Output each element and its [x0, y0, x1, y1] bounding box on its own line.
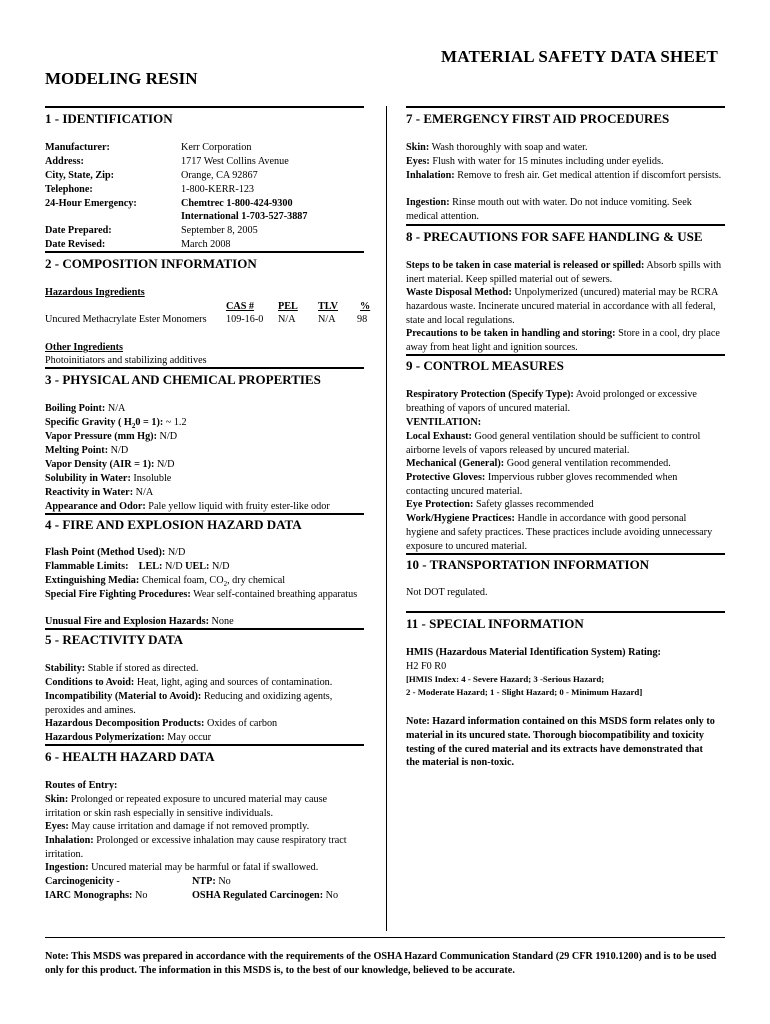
reactivity-row: Hazardous Polymerization: May occur	[45, 732, 212, 743]
property-row: Solubility in Water: Insoluble	[45, 473, 172, 484]
control-row: Work/Hygiene Practices: Handle in accordance with good personal hygiene and safety practices. These practices include avoiding unnecessary exposure to uncured material.	[406, 513, 713, 552]
osha-carcinogen-row: OSHA Regulated Carcinogen: No	[192, 890, 339, 901]
section-rule	[406, 224, 725, 226]
section-rule	[45, 367, 364, 369]
ingredient-tlv: N/A	[318, 314, 336, 325]
property-row: Appearance and Odor: Pale yellow liquid with fruity ester-like odor	[45, 501, 330, 512]
first-aid-row: Skin: Wash thoroughly with soap and water.	[406, 142, 588, 153]
hmis-index-line-1: [HMIS Index: 4 - Severe Hazard; 3 -Serious Hazard;	[406, 674, 605, 684]
section-rule	[45, 106, 364, 108]
section-rule	[406, 553, 725, 555]
ident-value: Orange, CA 92867	[181, 170, 258, 181]
section-rule	[406, 106, 725, 108]
reactivity-row: Incompatibility (Material to Avoid): Reducing and oxidizing agents, peroxides and amines.	[45, 691, 333, 716]
ingredient-name: Uncured Methacrylate Ester Monomers	[45, 314, 207, 325]
section-rule	[45, 251, 364, 253]
first-aid-row: Eyes: Flush with water for 15 minutes including under eyelids.	[406, 156, 664, 167]
reactivity-row: Hazardous Decomposition Products: Oxides of carbon	[45, 718, 278, 729]
precaution-row: Steps to be taken in case material is released or spilled: Absorb spills with inert material. Keep spilled material out of sewers.	[406, 260, 722, 285]
special-fire-procedures-row: Special Fire Fighting Procedures: Wear self-contained breathing apparatus	[45, 589, 358, 600]
special-note: Note: Hazard information contained on this MSDS form relates only to material in its uncured state. Thorough biocompatibility and toxicity testing of the cured material and its extracts have demonstrated that the material is non-toxic.	[406, 716, 715, 769]
property-row: Boiling Point: N/A	[45, 403, 126, 414]
ingredient-pct: 98	[357, 314, 368, 325]
ingredient-pel: N/A	[278, 314, 296, 325]
ident-label: 24-Hour Emergency:	[45, 198, 137, 209]
col-header-tlv: TLV	[318, 301, 339, 312]
flash-point-row: Flash Point (Method Used): N/D	[45, 547, 186, 558]
footer-note: Note: This MSDS was prepared in accordance with the requirements of the OSHA Hazard Communication Standard (29 CFR 1910.1200) and is to be used only for this product. The information in this MSDS is, to the best of our knowledge, believed to be accurate.	[45, 951, 717, 976]
property-row: Reactivity in Water: N/A	[45, 487, 154, 498]
col-header-pct: %	[360, 301, 371, 312]
section-rule	[45, 628, 364, 630]
column-divider	[386, 106, 387, 931]
first-aid-row: Inhalation: Remove to fresh air. Get medical attention if discomfort persists.	[406, 170, 722, 181]
health-row: Inhalation: Prolonged or excessive inhalation may cause respiratory tract irritation.	[45, 835, 347, 860]
section-3-heading: 3 - PHYSICAL AND CHEMICAL PROPERTIES	[45, 372, 321, 387]
hazardous-ingredients-label: Hazardous Ingredients	[45, 287, 145, 298]
unusual-hazards-row: Unusual Fire and Explosion Hazards: None	[45, 616, 234, 627]
health-row: Ingestion: Uncured material may be harmful or fatal if swallowed.	[45, 862, 319, 873]
other-ingredients-label: Other Ingredients	[45, 342, 124, 353]
ingredient-cas: 109-16-0	[226, 314, 264, 325]
section-2-heading: 2 - COMPOSITION INFORMATION	[45, 256, 257, 271]
property-row: Vapor Density (AIR = 1): N/D	[45, 459, 175, 470]
ident-label: City, State, Zip:	[45, 170, 115, 181]
ident-value: March 2008	[181, 239, 231, 250]
reactivity-row: Conditions to Avoid: Heat, light, aging and sources of contamination.	[45, 677, 333, 688]
section-7-heading: 7 - EMERGENCY FIRST AID PROCEDURES	[406, 111, 670, 126]
ident-label: Address:	[45, 156, 84, 167]
col-header-pel: PEL	[278, 301, 298, 312]
hmis-value: H2 F0 R0	[406, 661, 447, 672]
section-rule	[406, 611, 725, 613]
ident-label: Date Revised:	[45, 239, 106, 250]
iarc-row: IARC Monographs: No	[45, 890, 148, 901]
section-8-heading: 8 - PRECAUTIONS FOR SAFE HANDLING & USE	[406, 229, 703, 244]
footer-rule	[45, 937, 725, 938]
col-header-cas: CAS #	[226, 301, 255, 312]
ident-label: Date Prepared:	[45, 225, 112, 236]
document-title: MATERIAL SAFETY DATA SHEET	[441, 47, 719, 66]
control-row: Local Exhaust: Good general ventilation should be sufficient to control airborne levels of vapors released by uncured material.	[406, 431, 701, 456]
extinguishing-media-row: Extinguishing Media: Chemical foam, $CO_2$, dry chemical	[45, 575, 286, 589]
flammable-limits-row: Flammable Limits: LEL: N/D UEL: N/D	[45, 561, 230, 572]
control-row: VENTILATION:	[406, 417, 482, 428]
carcinogenicity-row: Carcinogenicity -	[45, 876, 120, 887]
control-row: Eye Protection: Safety glasses recommended	[406, 499, 594, 510]
ident-label: Manufacturer:	[45, 142, 110, 153]
control-row: Protective Gloves: Impervious rubber gloves recommended when contacting uncured material.	[406, 472, 678, 497]
hmis-index-line-2: 2 - Moderate Hazard; 1 - Slight Hazard; 0 - Minimum Hazard]	[406, 687, 643, 697]
reactivity-row: Stability: Stable if stored as directed.	[45, 663, 199, 674]
health-row: Eyes: May cause irritation and damage if not removed promptly.	[45, 821, 310, 832]
property-row: Vapor Pressure (mm Hg): N/D	[45, 431, 178, 442]
ntp-row: NTP: No	[192, 876, 231, 887]
ident-value: September 8, 2005	[181, 225, 258, 236]
section-rule	[406, 354, 725, 356]
property-row: Melting Point: N/D	[45, 445, 129, 456]
section-6-heading: 6 - HEALTH HAZARD DATA	[45, 749, 215, 764]
ident-value: Kerr Corporation	[181, 142, 252, 153]
ident-value: 1-800-KERR-123	[181, 184, 255, 195]
ident-value: International 1-703-527-3887	[181, 211, 308, 222]
section-11-heading: 11 - SPECIAL INFORMATION	[406, 616, 584, 631]
health-row: Skin: Prolonged or repeated exposure to uncured material may cause irritation or skin rash especially in sensitive individuals.	[45, 794, 328, 819]
precaution-row: Precautions to be taken in handling and storing: Store in a cool, dry place away from heat light and ignition sources.	[406, 328, 720, 353]
control-row: Mechanical (General): Good general ventilation recommended.	[406, 458, 671, 469]
section-1-heading: 1 - IDENTIFICATION	[45, 111, 173, 126]
section-rule	[45, 744, 364, 746]
precaution-row: Waste Disposal Method: Unpolymerized (uncured) material may be RCRA hazardous waste. Incinerate uncured material in accordance with all federal, state and local regulations.	[406, 287, 718, 326]
control-row: Respiratory Protection (Specify Type): Avoid prolonged or excessive breathing of vapors of uncured material.	[406, 389, 697, 414]
ident-value: Chemtrec 1-800-424-9300	[181, 198, 293, 209]
first-aid-row: Ingestion: Rinse mouth out with water. Do not induce vomiting. Seek medical attention.	[406, 197, 692, 222]
section-5-heading: 5 - REACTIVITY DATA	[45, 632, 184, 647]
routes-of-entry-label: Routes of Entry:	[45, 780, 118, 791]
property-row: Specific Gravity ( $H_20 = 1$): ~ 1.2	[45, 417, 187, 431]
section-10-heading: 10 - TRANSPORTATION INFORMATION	[406, 557, 650, 572]
section-rule	[45, 513, 364, 515]
section-9-heading: 9 - CONTROL MEASURES	[406, 358, 564, 373]
other-ingredients-text: Photoinitiators and stabilizing additives	[45, 355, 207, 366]
section-4-heading: 4 - FIRE AND EXPLOSION HAZARD DATA	[45, 517, 302, 532]
hmis-label: HMIS (Hazardous Material Identification System) Rating:	[406, 647, 661, 658]
ident-value: 1717 West Collins Avenue	[181, 156, 289, 167]
ident-label: Telephone:	[45, 184, 93, 195]
transportation-text: Not DOT regulated.	[406, 587, 488, 598]
product-name: MODELING RESIN	[45, 69, 198, 88]
